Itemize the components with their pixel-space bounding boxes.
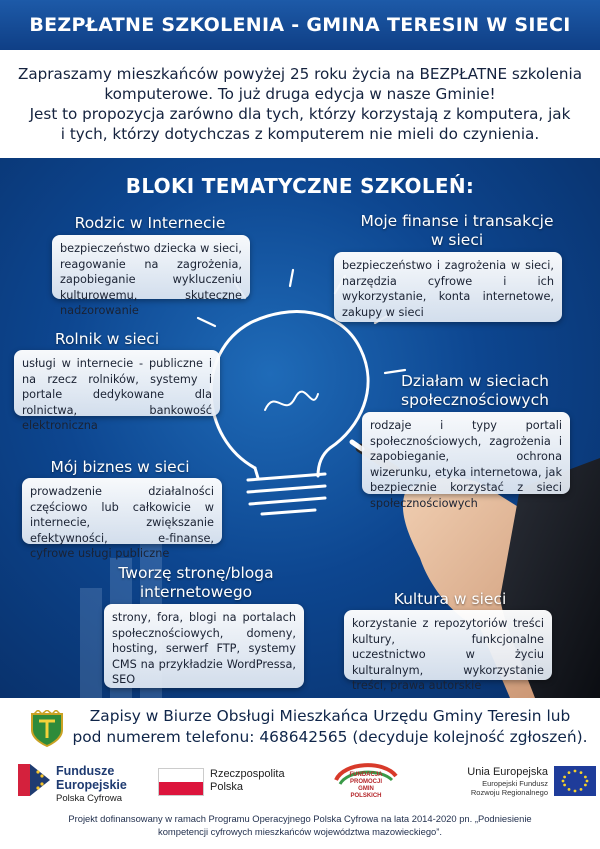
topic-body-business: prowadzenie działalności częściowo lub całkowicie w internecie, zwiększanie efektywności, e-finanse, cyfrowe usługi publiczne bbox=[30, 485, 214, 560]
fpgp-line-3: GMIN bbox=[358, 786, 374, 792]
funding-note-line: kompetencji cyfrowych mieszkańców województwa mazowieckiego”. bbox=[158, 826, 442, 837]
fe-title-1: Fundusze bbox=[56, 764, 115, 778]
rp-line-2: Polska bbox=[210, 781, 244, 793]
topic-title-farmer: Rolnik w sieci bbox=[54, 330, 160, 348]
coat-of-arms-icon bbox=[30, 710, 64, 748]
signup-line: Zapisy w Biurze Obsługi Mieszkańca Urzędu Gminy Teresin lub bbox=[89, 707, 571, 725]
topics-poster bbox=[0, 158, 600, 698]
logo-fundusze-europejskie bbox=[16, 754, 146, 806]
fe-logo-icon bbox=[16, 760, 52, 800]
fpgp-line-1: FUNDACJA bbox=[349, 772, 383, 778]
topic-body-parent: bezpieczeństwo dziecka w sieci, reagowanie na zagrożenia, zapobieganie wykluczeniu kulturowemu, skuteczne nadzorowanie bbox=[60, 242, 242, 317]
topic-body-farmer: usługi w internecie - publiczne i na rzecz rolników, systemy i portale dedykowane dla rolnictwa, bankowość elektroniczna bbox=[22, 357, 212, 432]
funding-note-line: Projekt dofinansowany w ramach Programu Operacyjnego Polska Cyfrowa na lata 2014-2020 pn. „Podniesienie bbox=[68, 813, 532, 824]
logo-rzeczpospolita bbox=[158, 754, 298, 806]
topic-card-social bbox=[362, 412, 570, 510]
header-banner bbox=[0, 0, 600, 50]
page-title: BEZPŁATNE SZKOLENIA - GMINA TERESIN W SIECI bbox=[29, 14, 571, 36]
intro-line: i tych, którzy dotychczas z komputerem nie mieli do czynienia. bbox=[60, 125, 540, 143]
topic-card-business bbox=[22, 478, 222, 560]
topic-title-social: Działam w sieciach społecznościowych bbox=[401, 372, 549, 409]
topic-card-website bbox=[104, 604, 304, 688]
topic-title-finance: Moje finanse i transakcje w sieci bbox=[360, 212, 554, 249]
logo-unia-europejska bbox=[458, 754, 598, 806]
topics-heading: BLOKI TEMATYCZNE SZKOLEŃ: bbox=[125, 174, 475, 198]
topic-card-farmer bbox=[14, 350, 220, 432]
topic-body-social: rodzaje i typy portali społecznościowych, zagrożenia i zapobieganie, ochrona wizerunku, etyka internetowa, jak bezpiecznie korzystać z sieci społecznościowych bbox=[370, 419, 562, 510]
fpgp-line-2: PROMOCJI bbox=[349, 779, 382, 785]
rp-line-1: Rzeczpospolita bbox=[210, 768, 285, 780]
fpgp-line-4: POLSKICH bbox=[350, 793, 382, 799]
topic-title-website: Tworzę stronę/bloga internetowego bbox=[118, 564, 274, 601]
topic-title-culture: Kultura w sieci bbox=[393, 590, 507, 608]
intro-line: Jest to propozycja zarówno dla tych, którzy korzystają z komputera, jak bbox=[29, 105, 571, 123]
topic-body-website: strony, fora, blogi na portalach społecznościowych, domeny, hosting, serwerf FTP, systemy CMS na przykładzie WordPressa, SEO bbox=[112, 611, 296, 686]
topic-card-parent bbox=[52, 235, 250, 317]
topic-title-business: Mój biznes w sieci bbox=[50, 458, 190, 476]
fe-title-2: Europejskie bbox=[56, 778, 127, 792]
eu-flag-icon bbox=[554, 766, 596, 796]
signup-info bbox=[70, 706, 590, 748]
topic-card-finance bbox=[334, 252, 562, 322]
topic-card-culture bbox=[344, 610, 552, 692]
sponsor-logos bbox=[0, 754, 600, 806]
intro-line: Zapraszamy mieszkańców powyżej 25 roku życia na BEZPŁATNE szkolenia bbox=[17, 65, 583, 83]
signup-line: pod numerem telefonu: 468642565 (decyduje kolejność zgłoszeń). bbox=[72, 728, 588, 746]
fe-subtitle: Polska Cyfrowa bbox=[56, 793, 122, 804]
logo-fpgp bbox=[330, 754, 410, 806]
topic-body-culture: korzystanie z repozytoriów treści kultury, funkcjonalne uczestnictwo w życiu kulturalnym, wykorzystanie treści, prawa autorskie bbox=[352, 617, 544, 692]
ue-subtitle-1: Europejski Fundusz bbox=[482, 779, 548, 788]
funding-note bbox=[20, 812, 580, 838]
intro-line: komputerowe. To już druga edycja w nasze Gminie! bbox=[104, 85, 496, 103]
intro-text bbox=[0, 50, 600, 158]
topic-title-parent: Rodzic w Internecie bbox=[74, 214, 226, 232]
polish-flag-icon bbox=[158, 768, 204, 796]
ue-subtitle-2: Rozwoju Regionalnego bbox=[470, 788, 548, 797]
topic-body-finance: bezpieczeństwo i zagrożenia w sieci, narzędzia cyfrowe i ich wykorzystanie, konta internetowe, zakupy w sieci bbox=[342, 259, 554, 319]
ue-title: Unia Europejska bbox=[467, 766, 548, 778]
